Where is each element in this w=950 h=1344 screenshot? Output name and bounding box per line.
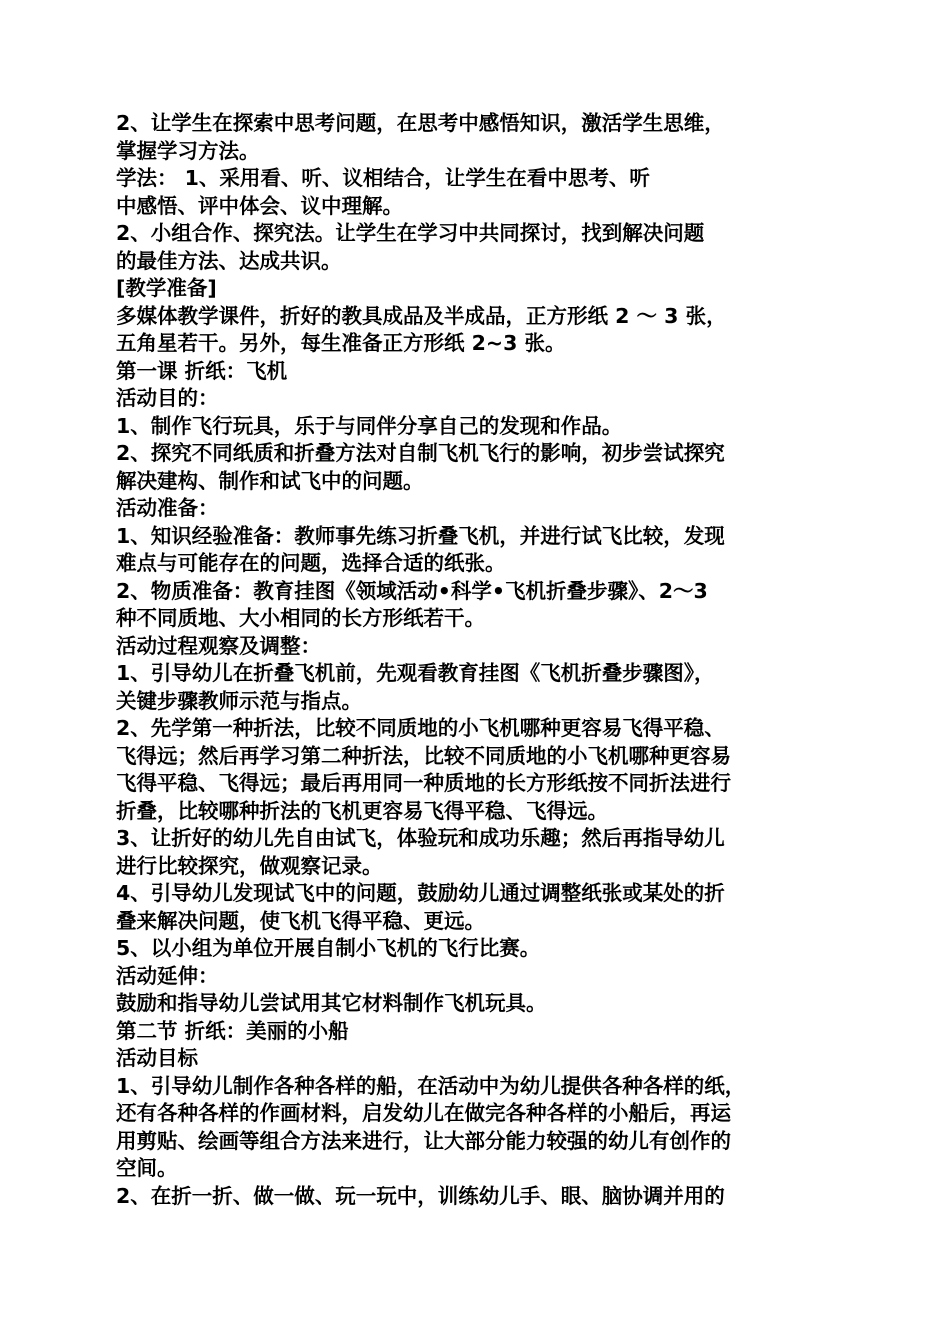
text-line: 解决建构、制作和试飞中的问题。 — [116, 468, 424, 493]
text-line: 2、先学第一种折法，比较不同质地的小飞机哪种更容易飞得平稳、 — [116, 716, 725, 740]
text-line: 学法： 1、采用看、听、议相结合，让学生在看中思考、听 — [116, 166, 650, 190]
text-line: 飞得平稳、飞得远；最后再用同一种质地的长方形纸按不同折法进行 — [116, 771, 731, 795]
subsection-heading: 活动延伸： — [116, 963, 219, 988]
text-line: 2、物质准备：教育挂图《领域活动•科学•飞机折叠步骤》、2～3 — [116, 578, 708, 603]
text-line: 的最佳方法、达成共识。 — [116, 248, 342, 273]
text-line: 1、制作飞行玩具，乐于与同伴分享自己的发现和作品。 — [116, 413, 623, 438]
text-line: 1、引导幼儿在折叠飞机前，先观看教育挂图《飞机折叠步骤图》， — [116, 661, 715, 685]
subsection-heading: 活动准备： — [116, 496, 219, 520]
text-line: 还有各种各样的作画材料，启发幼儿在做完各种各样的小船后，再运 — [116, 1101, 731, 1125]
document-page — [116, 110, 840, 1210]
text-line: 2、探究不同纸质和折叠方法对自制飞机飞行的影响，初步尝试探究 — [116, 441, 725, 465]
text-line: 2、在折一折、做一做、玩一玩中，训练幼儿手、眼、脑协调并用的 — [116, 1183, 725, 1208]
text-line: 空间。 — [116, 1156, 178, 1180]
text-line: 1、引导幼儿制作各种各样的船，在活动中为幼儿提供各种各样的纸， — [116, 1073, 746, 1098]
subsection-heading: 活动过程观察及调整： — [116, 633, 321, 658]
text-line: 4、引导幼儿发现试飞中的问题，鼓励幼儿通过调整纸张或某处的折 — [116, 881, 725, 905]
text-line: 用剪贴、绘画等组合方法来进行，让大部分能力较强的幼儿有创作的 — [116, 1128, 731, 1153]
text-line: 1、知识经验准备：教师事先练习折叠飞机，并进行试飞比较，发现 — [116, 523, 725, 548]
text-line: 中感悟、评中体会、议中理解。 — [116, 193, 403, 218]
text-line: 叠来解决问题，使飞机飞得平稳、更远。 — [116, 908, 485, 933]
subsection-heading: 活动目标 — [116, 1046, 198, 1070]
text-line: 鼓励和指导幼儿尝试用其它材料制作飞机玩具。 — [116, 991, 547, 1015]
text-line: 掌握学习方法。 — [116, 138, 260, 163]
text-line: 关键步骤教师示范与指点。 — [116, 688, 362, 713]
text-line: 2、让学生在探索中思考问题，在思考中感悟知识，激活学生思维， — [116, 111, 725, 135]
text-line: 多媒体教学课件，折好的教具成品及半成品，正方形纸 2 ～ 3 张， — [116, 303, 727, 328]
text-line: 进行比较探究，做观察记录。 — [116, 853, 383, 878]
subsection-heading: 活动目的： — [116, 386, 219, 410]
lesson-heading: 第二节 折纸：美丽的小船 — [116, 1018, 349, 1043]
text-line: 3、让折好的幼儿先自由试飞，体验玩和成功乐趣；然后再指导幼儿 — [116, 826, 725, 850]
text-line: 飞得远；然后再学习第二种折法，比较不同质地的小飞机哪种更容易 — [116, 743, 731, 768]
text-line: 难点与可能存在的问题，选择合适的纸张。 — [116, 551, 506, 575]
lesson-heading: 第一课 折纸：飞机 — [116, 358, 288, 383]
text-line: 五角星若干。另外，每生准备正方形纸 2~3 张。 — [116, 331, 566, 355]
text-line: 2、小组合作、探究法。让学生在学习中共同探讨，找到解决问题 — [116, 221, 705, 245]
text-line: 折叠，比较哪种折法的飞机更容易飞得平稳、飞得远。 — [116, 798, 608, 823]
section-heading: [教学准备] — [116, 276, 217, 300]
text-line: 5、以小组为单位开展自制小飞机的飞行比赛。 — [116, 936, 541, 960]
text-line: 种不同质地、大小相同的长方形纸若干。 — [116, 606, 485, 630]
